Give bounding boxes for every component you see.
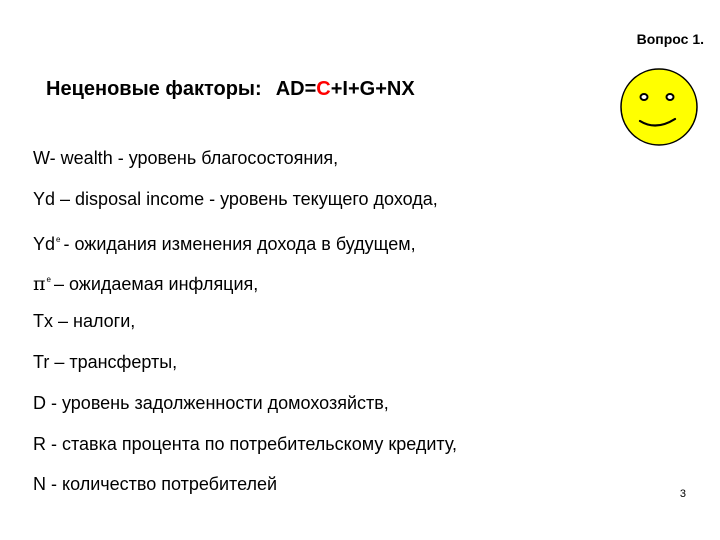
factor-superscript: e (46, 275, 51, 285)
question-label: Вопрос 1. (636, 31, 704, 47)
smiley-right-eye (667, 94, 674, 100)
factor-symbol: D (33, 392, 46, 413)
formula-ad: AD= (275, 78, 317, 100)
slide-title (46, 78, 415, 101)
factor-symbol: N (33, 474, 46, 495)
factor-item-transfers (33, 346, 457, 387)
formula-rest: +I+G+NX (330, 78, 415, 100)
factor-item-wealth (33, 142, 457, 183)
smiley-face (621, 69, 697, 145)
factor-item-expected-income (33, 224, 457, 265)
factor-symbol: Tr (33, 351, 50, 372)
factor-text: - уровень задолженности домохозяйств, (46, 392, 389, 413)
factor-text: - ожидания изменения дохода в будущем, (63, 233, 416, 254)
factor-text: – налоги, (53, 311, 136, 332)
factor-text: – disposal income - уровень текущего дохода, (55, 188, 438, 209)
page-number: 3 (679, 488, 686, 500)
formula-consumption: C (316, 78, 331, 100)
title-formula (276, 78, 415, 100)
factor-symbol: R (33, 433, 46, 454)
factor-text: - количество потребителей (46, 474, 278, 495)
factor-symbol: W (33, 148, 50, 168)
factor-item-taxes (33, 305, 457, 346)
factor-text: – трансферты, (49, 351, 178, 372)
factor-symbol: Yd (33, 233, 56, 254)
smiley-left-eye (641, 94, 648, 100)
factor-text: - ставка процента по потребительскому кредиту, (46, 433, 458, 454)
factor-item-debt (33, 387, 457, 428)
factor-symbol: Tx (33, 311, 53, 332)
factor-text: - wealth - уровень благосостояния, (49, 148, 339, 168)
factor-list (33, 142, 457, 509)
factor-text: – ожидаемая инфляция, (53, 274, 259, 295)
smiley-face-icon (619, 67, 699, 147)
title-prefix: Неценовые факторы: (46, 78, 262, 100)
factor-symbol: Yd (33, 188, 56, 209)
factor-item-consumers (33, 468, 457, 509)
factor-item-expected-inflation (33, 264, 457, 305)
factor-item-disposable-income (33, 183, 457, 224)
factor-symbol: π (33, 273, 46, 296)
factor-item-interest-rate (33, 428, 457, 469)
factor-superscript: e (56, 234, 61, 244)
